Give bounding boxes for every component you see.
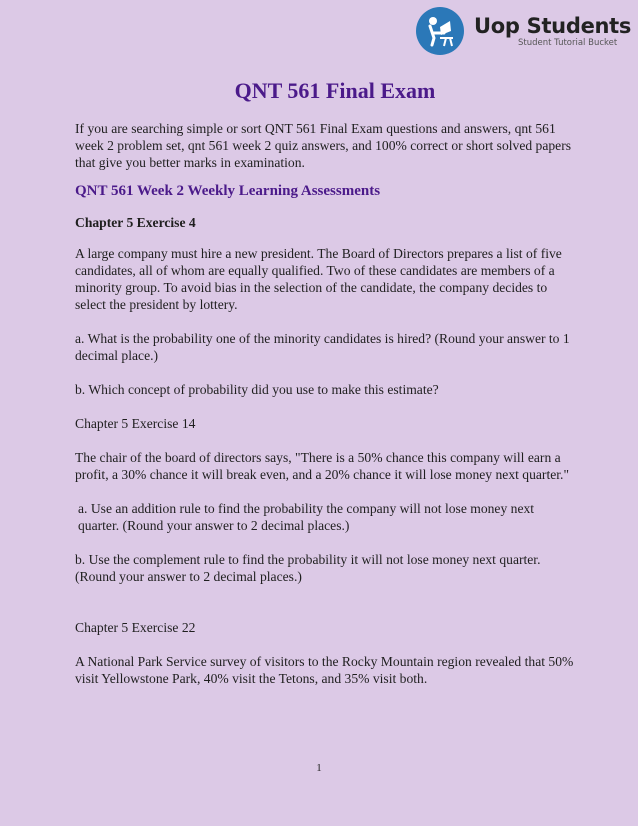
exercise-4-question-a: a. What is the probability one of the minority candidates is hired? (Round your answer to 1 decimal place.) xyxy=(75,331,570,363)
intro-text-before: If you are searching simple or sort QNT 561 Final Exam questions and answers, xyxy=(75,121,515,136)
exercise-4-question-b: b. Which concept of probability did you use to make this estimate? xyxy=(75,382,439,397)
page-number: 1 xyxy=(316,762,322,774)
intro-text-after: , qnt 561 week 2 quiz answers, and 100% correct or short solved papers that give you better marks in examination. xyxy=(75,138,572,170)
uop-students-logo xyxy=(416,4,638,58)
section-heading: QNT 561 Week 2 Weekly Learning Assessments xyxy=(75,183,381,199)
student-desk-icon xyxy=(416,7,464,55)
logo-name: Uop Students xyxy=(474,14,632,38)
exercise-14-heading: Chapter 5 Exercise 14 xyxy=(75,416,196,431)
logo-tagline: Student Tutorial Bucket xyxy=(518,38,618,48)
intro-paragraph xyxy=(75,120,575,171)
exercise-14-question-a: a. Use an addition rule to find the probability the company will not lose money next quarter. (Round your answer to 2 decimal places.) xyxy=(78,501,535,533)
exercise-22-text: A National Park Service survey of visitors to the Rocky Mountain region revealed that 50% visit Yellowstone Park, 40% visit the Tetons, and 35% visit both. xyxy=(75,654,574,686)
exercise-4-heading: Chapter 5 Exercise 4 xyxy=(75,215,196,230)
problem-set-link[interactable]: qnt 561 week 2 problem set xyxy=(75,121,556,153)
exercise-22-heading: Chapter 5 Exercise 22 xyxy=(75,620,196,635)
document-body xyxy=(75,78,575,687)
exercise-4-text: A large company must hire a new president. The Board of Directors prepares a list of five candidates, all of whom are equally qualified. Two of these candidates are members of a minority group. To avoid bias in the selection of the candidate, the company decides to select the president by lottery. xyxy=(75,246,562,312)
page-title: QNT 561 Final Exam xyxy=(234,78,436,103)
exercise-14-text: The chair of the board of directors says, "There is a 50% chance this company will earn a profit, a 30% chance it will break even, and a 20% chance it will lose money next quarter." xyxy=(75,450,569,482)
exercise-14-question-b: b. Use the complement rule to find the probability it will not lose money next quarter. (Round your answer to 2 decimal places.) xyxy=(75,552,541,584)
